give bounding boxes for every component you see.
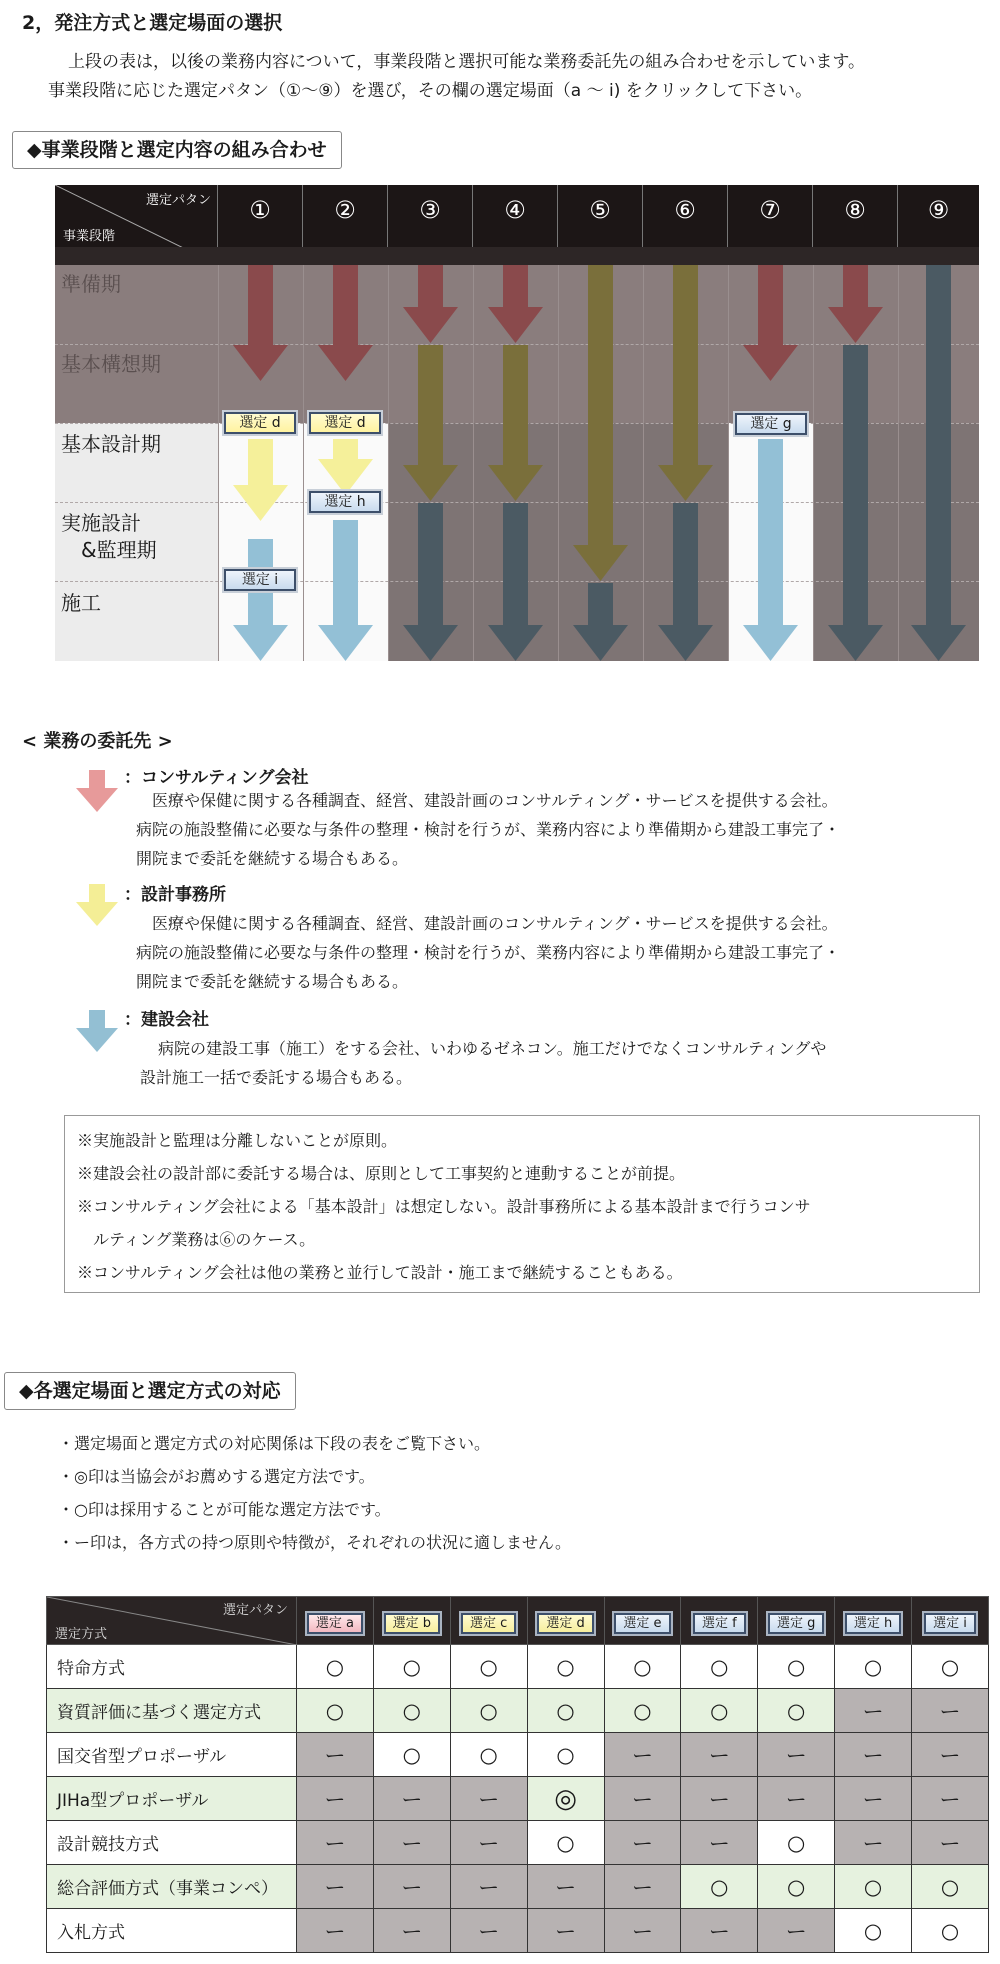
intro-line-2: 事業段階に応じた選定パタン（①〜⑨）を選び，その欄の選定場面（a 〜 i) をクリックして下さい。 (48, 81, 813, 101)
header-select-b[interactable] (373, 1597, 450, 1645)
select-d-tag-col1[interactable]: 選定 d (224, 412, 296, 434)
legend-consult-name: ：コンサルティング会社 (124, 768, 309, 788)
header-select-c[interactable] (450, 1597, 527, 1645)
stage-label-supervision: &監理期 (81, 538, 157, 562)
select-h-link[interactable]: 選定 h (845, 1613, 901, 1634)
legend-construct-name: ：建設会社 (124, 1010, 209, 1030)
arrow-col5-design (573, 265, 628, 581)
arrow-col3-design (403, 345, 458, 501)
stage-label-prep: 準備期 (61, 272, 121, 296)
pattern-col-1: ① (218, 185, 303, 265)
table-cell: ○ (912, 1645, 989, 1689)
table-cell: ー (681, 1777, 758, 1821)
corner-top-label: 選定パタン (145, 193, 211, 208)
notes-box (64, 1115, 980, 1293)
table-cell: ○ (297, 1645, 374, 1689)
select-method-heading: ◆各選定場面と選定方式の対応 (4, 1372, 296, 1410)
table-cell: ー (681, 1821, 758, 1865)
table-cell: ○ (758, 1865, 835, 1909)
note-3-cont: ルティング業務は⑥のケース。 (77, 1230, 316, 1249)
legend-construct-line-2: 設計施工一括で委託する場合もある。 (140, 1068, 413, 1087)
table-cell: ー (297, 1777, 374, 1821)
note-3: ※コンサルティング会社による「基本設計」は想定しない。設計事務所による基本設計まで行うコンサ (77, 1197, 811, 1216)
table-cell: ○ (912, 1865, 989, 1909)
matrix-heading: ◆事業段階と選定内容の組み合わせ (12, 131, 342, 169)
flow-arrows (55, 185, 979, 661)
table-cell: ー (912, 1689, 989, 1733)
table-cell: ー (912, 1821, 989, 1865)
table-cell: ー (297, 1821, 374, 1865)
arrow-col4-consult (488, 265, 543, 343)
table-cell: ー (297, 1865, 374, 1909)
table-cell: ○ (450, 1645, 527, 1689)
header-select-h[interactable] (835, 1597, 912, 1645)
legend-design-line-2: 病院の施設整備に必要な与条件の整理・検討を行うが、業務内容により準備期から建設工事完了・ (136, 943, 841, 962)
table-cell: ○ (373, 1733, 450, 1777)
pattern-col-8: ⑧ (813, 185, 898, 265)
table-cell: ー (758, 1733, 835, 1777)
table-row (47, 1821, 989, 1865)
legend-design-line-3: 開院まで委託を継続する場合もある。 (136, 972, 409, 991)
table-cell: ー (373, 1821, 450, 1865)
table-cell: ー (912, 1733, 989, 1777)
table-cell: ー (604, 1821, 681, 1865)
row-label: 特命方式 (47, 1645, 297, 1689)
legend-consult-line-2: 病院の施設整備に必要な与条件の整理・検討を行うが、業務内容により準備期から建設工事完了・ (136, 820, 841, 839)
design-arrow-icon (74, 884, 120, 926)
legend-title: < 業務の委託先 > (22, 731, 173, 752)
arrow-col1-construct (233, 539, 288, 661)
pattern-col-5: ⑤ (558, 185, 643, 265)
table-cell: ー (835, 1821, 912, 1865)
table-cell: ー (912, 1777, 989, 1821)
table-row (47, 1689, 989, 1733)
select-i-tag[interactable]: 選定 i (224, 569, 296, 591)
arrow-col5-construct (573, 583, 628, 661)
selection-method-table (46, 1596, 989, 1953)
row-label: 設計競技方式 (47, 1821, 297, 1865)
table-corner (47, 1597, 297, 1645)
arrow-col8-consult (828, 265, 883, 343)
legend-consult-line-3: 開院まで委託を継続する場合もある。 (136, 849, 409, 868)
stage-label-detail: 実施設計 (61, 511, 141, 535)
legend-bullets (58, 1427, 571, 1559)
bullet-3: ・○印は採用することが可能な選定方法です。 (58, 1500, 391, 1519)
table-cell: ー (297, 1909, 374, 1953)
bullet-2: ・◎印は当協会がお薦めする選定方法です。 (58, 1467, 375, 1486)
select-d-tag-col2[interactable]: 選定 d (309, 412, 381, 434)
bullet-1: ・選定場面と選定方式の対応関係は下段の表をご覧下さい。 (58, 1434, 491, 1453)
header-select-i[interactable] (912, 1597, 989, 1645)
row-label: JIHa型プロポーザル (47, 1777, 297, 1821)
arrow-col8-construct (828, 345, 883, 661)
table-cell: ○ (527, 1733, 604, 1777)
corner-bottom-label: 事業段階 (63, 229, 116, 244)
consult-arrow-icon (74, 770, 120, 812)
header-select-d[interactable] (527, 1597, 604, 1645)
arrow-col4-construct (488, 503, 543, 661)
table-header-row (47, 1597, 989, 1645)
arrow-col1-consult (233, 265, 288, 381)
table-cell: ○ (835, 1645, 912, 1689)
note-4: ※コンサルティング会社は他の業務と並行して設計・施工まで継続することもある。 (77, 1263, 683, 1282)
table-cell: ○ (373, 1689, 450, 1733)
pattern-col-7: ⑦ (728, 185, 813, 265)
arrow-col7-consult (743, 265, 798, 381)
table-row (47, 1645, 989, 1689)
table-cell: ー (835, 1733, 912, 1777)
select-h-tag[interactable]: 選定 h (309, 491, 381, 513)
arrow-col3-consult (403, 265, 458, 343)
pattern-col-9: ⑨ (927, 196, 950, 224)
table-cell: ○ (758, 1689, 835, 1733)
stage-pattern-matrix (55, 185, 979, 661)
legend-design-line-1: 医療や保健に関する各種調査、経営、建設計画のコンサルティング・サービスを提供する会社。 (152, 914, 838, 933)
row-label: 国交省型プロポーザル (47, 1733, 297, 1777)
header-select-f[interactable] (681, 1597, 758, 1645)
select-f-link[interactable]: 選定 f (693, 1613, 746, 1634)
table-cell: ○ (681, 1645, 758, 1689)
table-row (47, 1777, 989, 1821)
select-a-link[interactable]: 選定 a (307, 1613, 363, 1634)
arrow-col9-construct (911, 265, 966, 661)
table-cell: ○ (681, 1689, 758, 1733)
table-cell: ー (604, 1865, 681, 1909)
table-cell: ー (604, 1733, 681, 1777)
legend-consult-line-1: 医療や保健に関する各種調査、経営、建設計画のコンサルティング・サービスを提供する会社。 (152, 791, 838, 810)
table-cell: ー (450, 1865, 527, 1909)
table-cell: ー (758, 1909, 835, 1953)
stage-label-construction: 施工 (61, 591, 101, 615)
table-cell: ○ (681, 1865, 758, 1909)
select-g-link[interactable]: 選定 g (768, 1613, 824, 1634)
table-corner-top: 選定パタン (222, 1603, 288, 1618)
header-select-e[interactable] (604, 1597, 681, 1645)
table-cell: ○ (297, 1689, 374, 1733)
table-cell: ー (681, 1909, 758, 1953)
table-cell: ー (373, 1909, 450, 1953)
table-cell: ー (604, 1777, 681, 1821)
table-cell: ー (297, 1733, 374, 1777)
pattern-col-4: ④ (473, 185, 558, 265)
table-cell: ○ (912, 1909, 989, 1953)
table-cell: ー (527, 1865, 604, 1909)
arrow-col6-design (658, 265, 713, 501)
recommended-cell: ◎ (527, 1777, 604, 1821)
construct-arrow-icon (74, 1010, 120, 1052)
table-cell: ー (373, 1865, 450, 1909)
legend-design-name: ：設計事務所 (124, 885, 226, 905)
legend-construct-line-1: 病院の建設工事（施工）をする会社、いわゆるゼネコン。施工だけでなくコンサルティングや (158, 1039, 827, 1058)
note-2: ※建設会社の設計部に委託する場合は、原則として工事契約と連動することが前提。 (77, 1164, 686, 1183)
header-select-a[interactable] (297, 1597, 374, 1645)
table-cell: ○ (373, 1645, 450, 1689)
arrow-col3-construct (403, 503, 458, 661)
table-cell: ○ (527, 1689, 604, 1733)
table-row (47, 1865, 989, 1909)
table-cell: ○ (758, 1645, 835, 1689)
stage-label-basic: 基本設計期 (61, 432, 161, 456)
note-1: ※実施設計と監理は分離しないことが原則。 (77, 1131, 398, 1150)
table-row (47, 1909, 989, 1953)
table-cell: ー (450, 1821, 527, 1865)
row-label: 総合評価方式（事業コンペ） (47, 1865, 297, 1909)
table-cell: ○ (527, 1821, 604, 1865)
arrow-col2-construct (318, 520, 373, 661)
table-cell: ○ (527, 1645, 604, 1689)
table-cell: ー (835, 1689, 912, 1733)
table-cell: ー (373, 1777, 450, 1821)
select-e-link[interactable]: 選定 e (614, 1613, 670, 1634)
table-cell: ー (527, 1909, 604, 1953)
table-cell: ー (450, 1777, 527, 1821)
select-i-link[interactable]: 選定 i (924, 1613, 976, 1634)
arrow-col6-construct (658, 503, 713, 661)
bullet-4: ・ー印は，各方式の持つ原則や特徴が，それぞれの状況に適しません。 (58, 1533, 571, 1552)
table-cell: ○ (450, 1733, 527, 1777)
pattern-col-2: ② (303, 185, 388, 265)
intro-line-1: 上段の表は，以後の業務内容について，事業段階と選択可能な業務委託先の組み合わせを示しています。 (68, 52, 865, 72)
stage-label-concept: 基本構想期 (61, 352, 161, 376)
select-d-link[interactable]: 選定 d (537, 1613, 593, 1634)
section-title: 2，発注方式と選定場面の選択 (22, 12, 283, 34)
table-cell: ー (758, 1777, 835, 1821)
table-row (47, 1733, 989, 1777)
arrow-col2-design (318, 439, 373, 495)
arrow-col7-construct (743, 439, 798, 661)
table-cell: ○ (604, 1645, 681, 1689)
select-c-link[interactable]: 選定 c (461, 1613, 516, 1634)
table-cell: ○ (758, 1821, 835, 1865)
table-cell: ○ (604, 1689, 681, 1733)
select-b-link[interactable]: 選定 b (384, 1613, 440, 1634)
pattern-col-6: ⑥ (643, 185, 728, 265)
row-label: 入札方式 (47, 1909, 297, 1953)
header-select-g[interactable] (758, 1597, 835, 1645)
arrow-col2-consult (318, 265, 373, 381)
table-cell: ー (450, 1909, 527, 1953)
table-cell: ー (604, 1909, 681, 1953)
table-cell: ○ (450, 1689, 527, 1733)
pattern-col-3: ③ (388, 185, 473, 265)
row-label: 資質評価に基づく選定方式 (47, 1689, 297, 1733)
select-g-tag[interactable]: 選定 g (735, 413, 807, 435)
table-cell: ー (681, 1733, 758, 1777)
arrow-col1-design (233, 439, 288, 521)
table-cell: ー (835, 1777, 912, 1821)
table-cell: ○ (835, 1909, 912, 1953)
table-corner-bottom: 選定方式 (55, 1627, 108, 1642)
arrow-col4-design (488, 345, 543, 501)
table-cell: ○ (835, 1865, 912, 1909)
